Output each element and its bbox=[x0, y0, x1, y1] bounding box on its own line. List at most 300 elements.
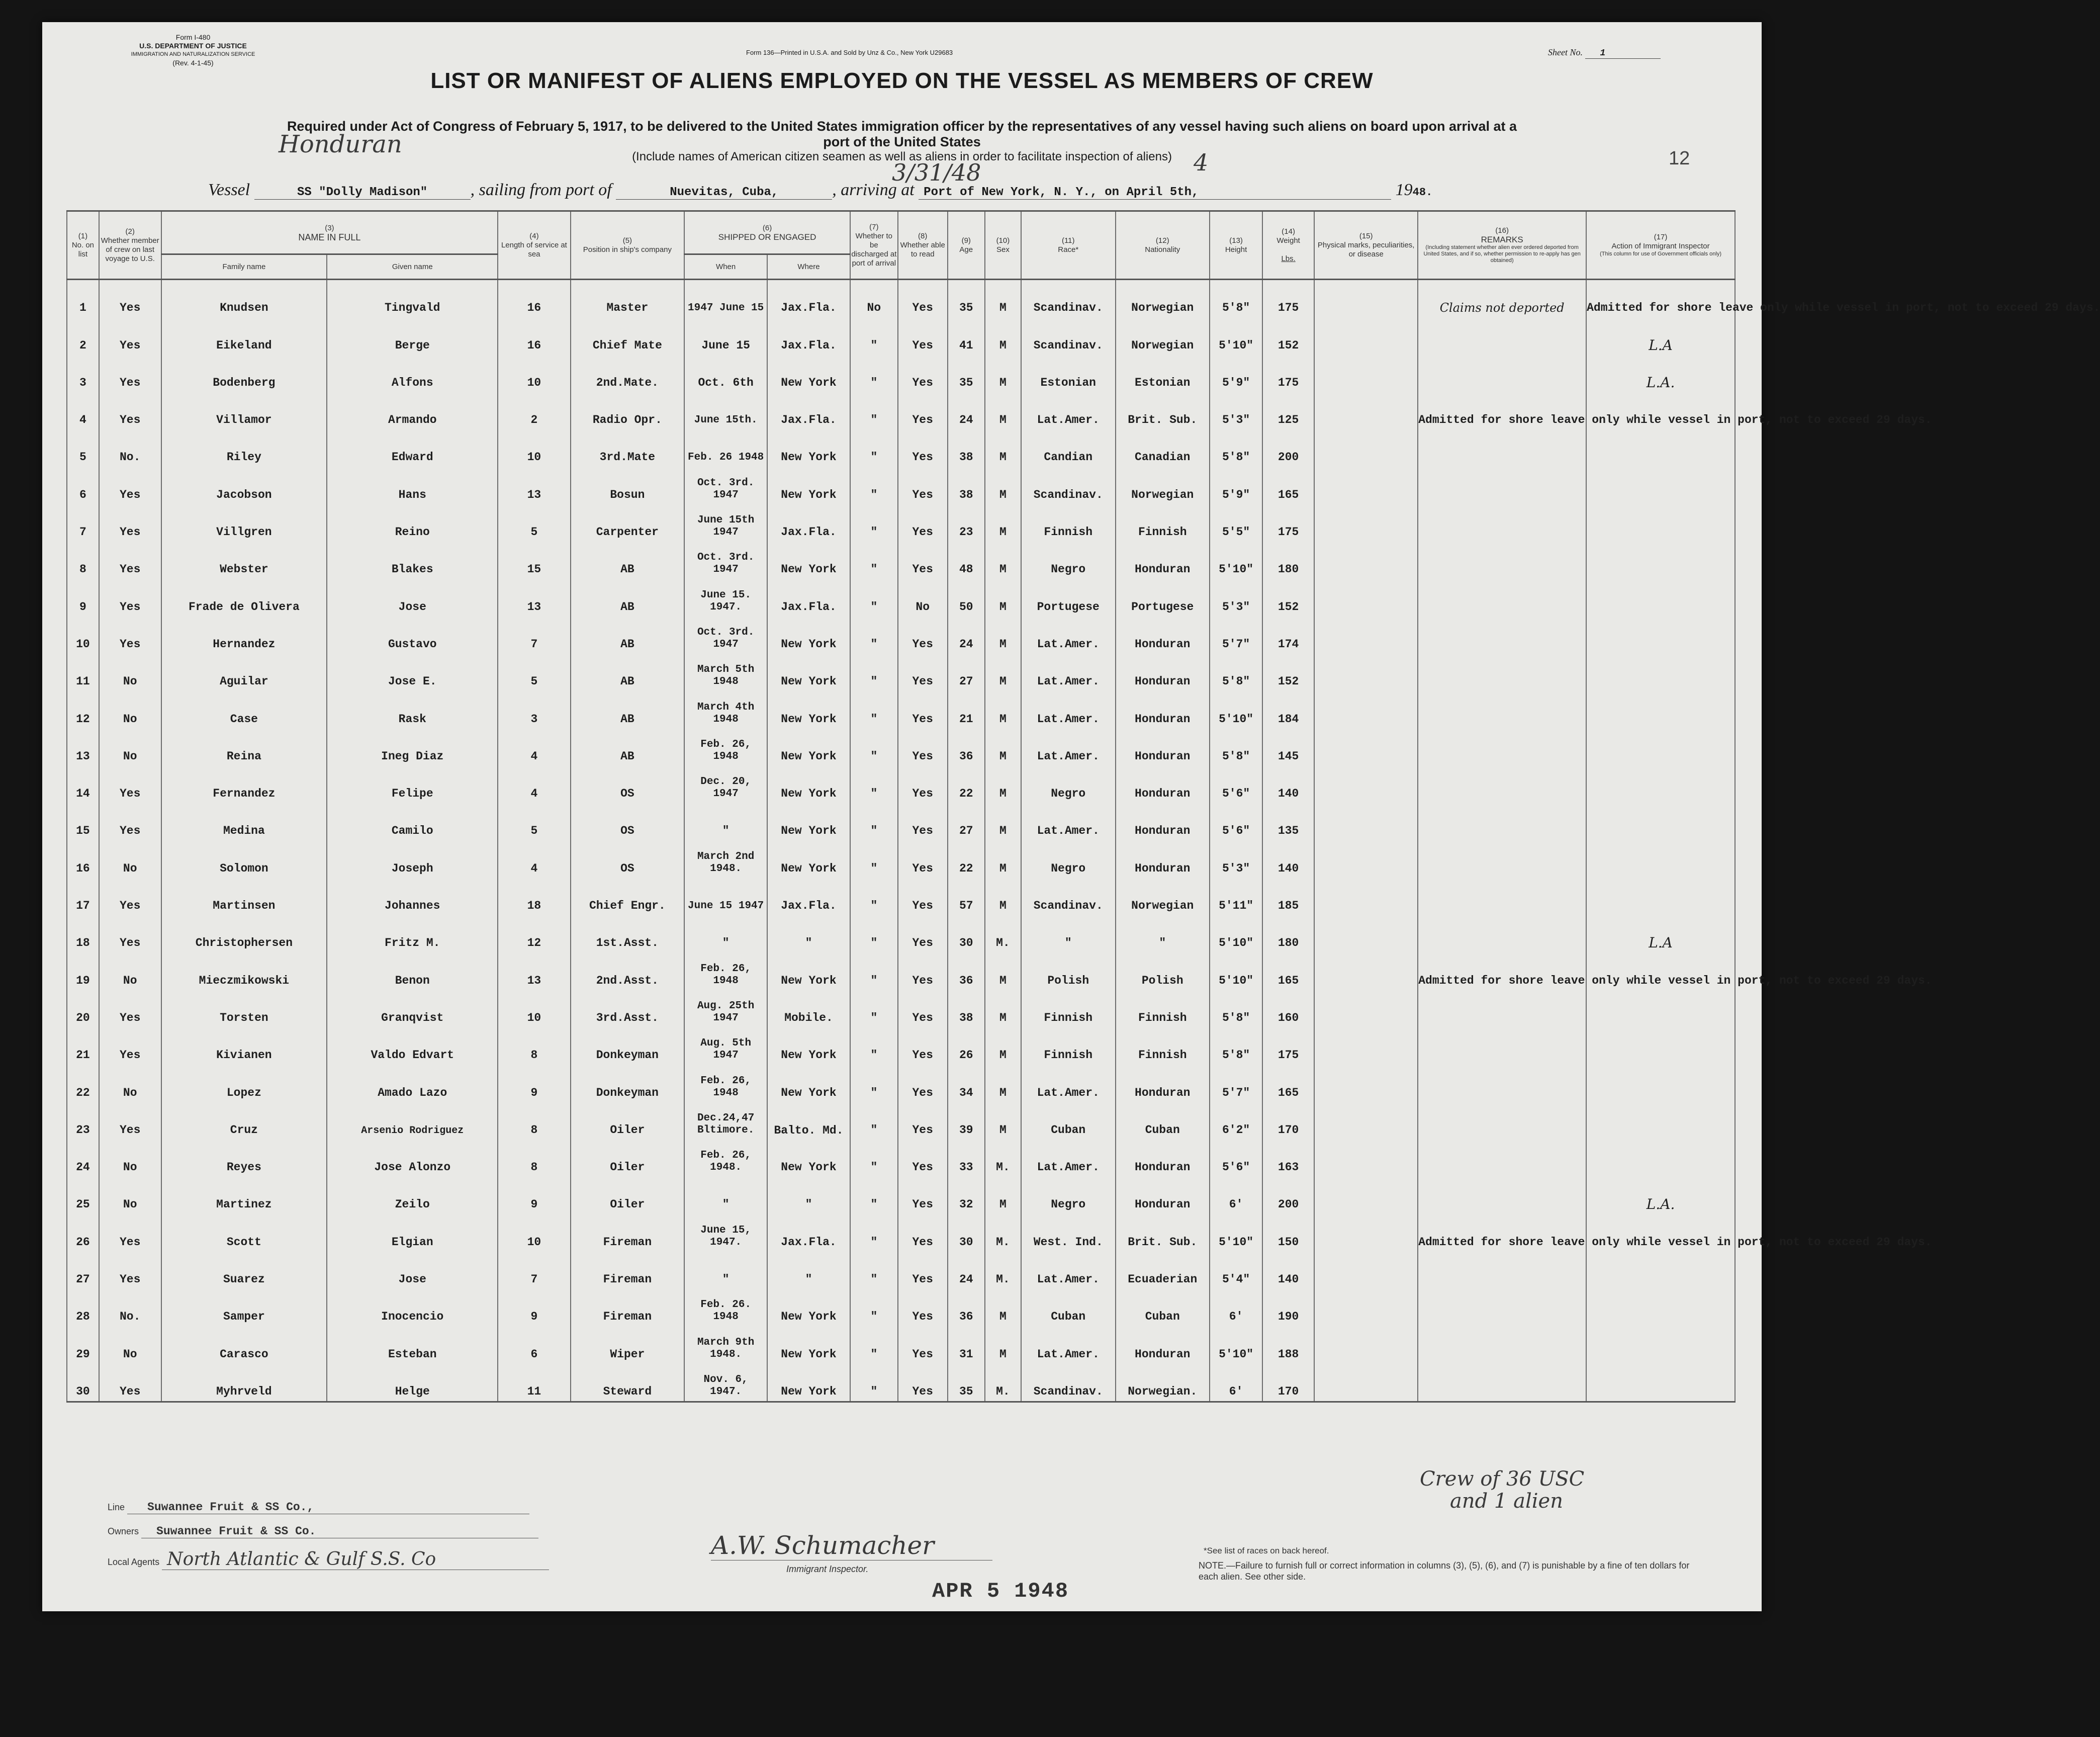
given-name-cell: Camilo bbox=[327, 803, 498, 840]
race-cell: Lat.Amer. bbox=[1021, 803, 1116, 840]
shipped-when-cell: Oct. 6th bbox=[684, 355, 767, 392]
given-name-cell: Esteban bbox=[327, 1326, 498, 1363]
service-years-cell: 6 bbox=[498, 1326, 570, 1363]
able-to-read-cell: Yes bbox=[898, 467, 948, 504]
able-to-read-cell: Yes bbox=[898, 691, 948, 728]
shipped-where-cell: Jax.Fla. bbox=[767, 392, 850, 429]
discharged-cell: " bbox=[850, 1177, 898, 1214]
given-name-cell: Elgian bbox=[327, 1214, 498, 1251]
service-years-cell: 7 bbox=[498, 617, 570, 654]
inspector-action-cell bbox=[1586, 542, 1735, 579]
physical-marks-cell bbox=[1314, 355, 1418, 392]
weight-cell: 165 bbox=[1262, 952, 1314, 990]
position-cell: Fireman bbox=[571, 1252, 685, 1289]
shipped-where-cell: New York bbox=[767, 1140, 850, 1177]
discharged-cell: " bbox=[850, 1289, 898, 1326]
given-name-cell: Inocencio bbox=[327, 1289, 498, 1326]
weight-cell: 160 bbox=[1262, 990, 1314, 1027]
shipped-when-cell: 1947 June 15 bbox=[684, 280, 767, 318]
position-cell: Carpenter bbox=[571, 504, 685, 542]
age-cell: 34 bbox=[948, 1065, 985, 1102]
shipped-when-cell: Oct. 3rd. 1947 bbox=[684, 542, 767, 579]
row-number: 16 bbox=[67, 840, 99, 878]
races-note: *See list of races on back hereof. bbox=[1204, 1546, 1329, 1555]
shipped-where-cell: New York bbox=[767, 1364, 850, 1402]
row-number: 3 bbox=[67, 355, 99, 392]
table-row bbox=[67, 1102, 1735, 1140]
nationality-cell: Brit. Sub. bbox=[1116, 1214, 1210, 1251]
weight-cell: 180 bbox=[1262, 915, 1314, 952]
able-to-read-cell: Yes bbox=[898, 1214, 948, 1251]
shipped-when-cell: Nov. 6, 1947. bbox=[684, 1364, 767, 1402]
sheet-number bbox=[1548, 47, 1661, 59]
able-to-read-cell: Yes bbox=[898, 542, 948, 579]
height-cell: 5'8" bbox=[1210, 729, 1262, 766]
last-voyage-cell: Yes bbox=[99, 317, 161, 355]
table-row bbox=[67, 952, 1735, 990]
sex-cell: M bbox=[985, 1102, 1021, 1140]
shipped-where-cell: New York bbox=[767, 1065, 850, 1102]
position-cell: AB bbox=[571, 579, 685, 616]
service-years-cell: 13 bbox=[498, 467, 570, 504]
row-number: 21 bbox=[67, 1027, 99, 1065]
discharged-cell: " bbox=[850, 878, 898, 915]
sex-cell: M bbox=[985, 542, 1021, 579]
sex-cell: M bbox=[985, 766, 1021, 803]
remarks-cell bbox=[1418, 729, 1586, 766]
discharged-cell: " bbox=[850, 355, 898, 392]
discharged-cell: " bbox=[850, 990, 898, 1027]
remarks-cell bbox=[1418, 766, 1586, 803]
col-height-header: (13) Height bbox=[1210, 211, 1262, 280]
height-cell: 5'9" bbox=[1210, 355, 1262, 392]
sheet-label: Sheet No. bbox=[1548, 47, 1583, 57]
row-number: 27 bbox=[67, 1252, 99, 1289]
table-row bbox=[67, 1177, 1735, 1214]
family-name-cell: Villgren bbox=[161, 504, 327, 542]
row-number: 12 bbox=[67, 691, 99, 728]
nationality-cell: " bbox=[1116, 915, 1210, 952]
family-name-cell: Martinsen bbox=[161, 878, 327, 915]
last-voyage-cell: Yes bbox=[99, 878, 161, 915]
weight-cell: 175 bbox=[1262, 355, 1314, 392]
able-to-read-cell: Yes bbox=[898, 1027, 948, 1065]
vessel-value: SS "Dolly Madison" bbox=[254, 186, 471, 200]
inspector-action-cell bbox=[1586, 1326, 1735, 1363]
table-row bbox=[67, 729, 1735, 766]
race-cell: Portugese bbox=[1021, 579, 1116, 616]
vessel-label: Vessel bbox=[208, 181, 250, 199]
height-cell: 5'10" bbox=[1210, 915, 1262, 952]
service-years-cell: 16 bbox=[498, 317, 570, 355]
last-voyage-cell: Yes bbox=[99, 1027, 161, 1065]
race-cell: " bbox=[1021, 915, 1116, 952]
nationality-cell: Honduran bbox=[1116, 803, 1210, 840]
sex-cell: M. bbox=[985, 1214, 1021, 1251]
given-name-cell: Joseph bbox=[327, 840, 498, 878]
race-cell: Scandinav. bbox=[1021, 467, 1116, 504]
col-given-name-header: Given name bbox=[327, 254, 498, 280]
sex-cell: M bbox=[985, 990, 1021, 1027]
height-cell: 6' bbox=[1210, 1177, 1262, 1214]
race-cell: Candian bbox=[1021, 429, 1116, 467]
able-to-read-cell: Yes bbox=[898, 1252, 948, 1289]
table-row bbox=[67, 1252, 1735, 1289]
shipped-when-cell: Dec. 20, 1947 bbox=[684, 766, 767, 803]
shipped-where-cell: New York bbox=[767, 1027, 850, 1065]
inspector-action-cell bbox=[1586, 1364, 1735, 1402]
discharged-cell: " bbox=[850, 952, 898, 990]
height-cell: 5'6" bbox=[1210, 1140, 1262, 1177]
col-nationality-header: (12) Nationality bbox=[1116, 211, 1210, 280]
crew-note-line2: and 1 alien bbox=[1450, 1490, 1563, 1513]
weight-cell: 140 bbox=[1262, 766, 1314, 803]
nationality-cell: Norwegian bbox=[1116, 280, 1210, 318]
last-voyage-cell: No bbox=[99, 1065, 161, 1102]
sex-cell: M bbox=[985, 1027, 1021, 1065]
last-voyage-cell: Yes bbox=[99, 542, 161, 579]
height-cell: 5'6" bbox=[1210, 766, 1262, 803]
shipped-where-cell: " bbox=[767, 915, 850, 952]
height-cell: 5'11" bbox=[1210, 878, 1262, 915]
height-cell: 5'3" bbox=[1210, 579, 1262, 616]
row-number: 6 bbox=[67, 467, 99, 504]
table-row bbox=[67, 691, 1735, 728]
service-years-cell: 13 bbox=[498, 579, 570, 616]
service-years-cell: 7 bbox=[498, 1252, 570, 1289]
family-name-cell: Cruz bbox=[161, 1102, 327, 1140]
height-cell: 5'8" bbox=[1210, 1027, 1262, 1065]
shipped-where-cell: Jax.Fla. bbox=[767, 1214, 850, 1251]
family-name-cell: Reina bbox=[161, 729, 327, 766]
discharged-cell: " bbox=[850, 1214, 898, 1251]
height-cell: 5'8" bbox=[1210, 990, 1262, 1027]
inspector-action-cell bbox=[1586, 654, 1735, 691]
family-name-cell: Riley bbox=[161, 429, 327, 467]
remarks-cell bbox=[1418, 467, 1586, 504]
row-number: 23 bbox=[67, 1102, 99, 1140]
col-sex-header: (10) Sex bbox=[985, 211, 1021, 280]
col-name-header: (3) NAME IN FULL bbox=[161, 211, 498, 254]
race-cell: Negro bbox=[1021, 542, 1116, 579]
height-cell: 5'9" bbox=[1210, 467, 1262, 504]
line-value: Suwannee Fruit & SS Co., bbox=[127, 1501, 529, 1514]
given-name-cell: Helge bbox=[327, 1364, 498, 1402]
shipped-where-cell: New York bbox=[767, 467, 850, 504]
service-years-cell: 9 bbox=[498, 1065, 570, 1102]
able-to-read-cell: Yes bbox=[898, 990, 948, 1027]
family-name-cell: Christophersen bbox=[161, 915, 327, 952]
last-voyage-cell: No bbox=[99, 654, 161, 691]
height-cell: 5'10" bbox=[1210, 691, 1262, 728]
table-row bbox=[67, 990, 1735, 1027]
table-row bbox=[67, 467, 1735, 504]
family-name-cell: Scott bbox=[161, 1214, 327, 1251]
remarks-cell: Admitted for shore leave only while vessel in port, not to exceed 29 days. bbox=[1418, 1214, 1586, 1251]
weight-cell: 163 bbox=[1262, 1140, 1314, 1177]
position-cell: 3rd.Mate bbox=[571, 429, 685, 467]
discharged-cell: " bbox=[850, 579, 898, 616]
discharged-cell: " bbox=[850, 691, 898, 728]
position-cell: Steward bbox=[571, 1364, 685, 1402]
age-cell: 24 bbox=[948, 1252, 985, 1289]
inspector-action-cell bbox=[1586, 617, 1735, 654]
position-cell: 2nd.Asst. bbox=[571, 952, 685, 990]
shipped-when-cell: Aug. 25th 1947 bbox=[684, 990, 767, 1027]
shipped-when-cell: Feb. 26, 1948 bbox=[684, 1065, 767, 1102]
service-years-cell: 16 bbox=[498, 280, 570, 318]
nationality-cell: Norwegian bbox=[1116, 878, 1210, 915]
physical-marks-cell bbox=[1314, 803, 1418, 840]
position-cell: Master bbox=[571, 280, 685, 318]
position-cell: 2nd.Mate. bbox=[571, 355, 685, 392]
agents-label: Local Agents bbox=[108, 1557, 160, 1567]
sex-cell: M bbox=[985, 1065, 1021, 1102]
nationality-cell: Norwegian. bbox=[1116, 1364, 1210, 1402]
physical-marks-cell bbox=[1314, 1177, 1418, 1214]
table-row bbox=[67, 1326, 1735, 1363]
inspector-action-cell bbox=[1586, 1140, 1735, 1177]
shipped-where-cell: New York bbox=[767, 429, 850, 467]
remarks-cell bbox=[1418, 317, 1586, 355]
inspector-action-cell bbox=[1586, 766, 1735, 803]
row-number: 14 bbox=[67, 766, 99, 803]
able-to-read-cell: Yes bbox=[898, 915, 948, 952]
shipped-where-cell: New York bbox=[767, 803, 850, 840]
nationality-cell: Honduran bbox=[1116, 1177, 1210, 1214]
year-value: 48. bbox=[1412, 186, 1433, 199]
position-cell: Donkeyman bbox=[571, 1065, 685, 1102]
position-cell: OS bbox=[571, 766, 685, 803]
table-row bbox=[67, 1289, 1735, 1326]
sex-cell: M bbox=[985, 654, 1021, 691]
sex-cell: M bbox=[985, 840, 1021, 878]
height-cell: 5'8" bbox=[1210, 280, 1262, 318]
physical-marks-cell bbox=[1314, 392, 1418, 429]
physical-marks-cell bbox=[1314, 1252, 1418, 1289]
sex-cell: M bbox=[985, 504, 1021, 542]
revision: (Rev. 4-1-45) bbox=[172, 59, 214, 67]
row-number: 15 bbox=[67, 803, 99, 840]
able-to-read-cell: Yes bbox=[898, 1140, 948, 1177]
age-cell: 22 bbox=[948, 840, 985, 878]
weight-cell: 135 bbox=[1262, 803, 1314, 840]
remarks-cell bbox=[1418, 1326, 1586, 1363]
inspector-label: Immigrant Inspector. bbox=[786, 1564, 869, 1574]
weight-cell: 184 bbox=[1262, 691, 1314, 728]
able-to-read-cell: Yes bbox=[898, 392, 948, 429]
height-cell: 5'10" bbox=[1210, 1214, 1262, 1251]
table-row bbox=[67, 1140, 1735, 1177]
position-cell: Chief Engr. bbox=[571, 878, 685, 915]
shipped-where-cell: New York bbox=[767, 542, 850, 579]
family-name-cell: Jacobson bbox=[161, 467, 327, 504]
weight-cell: 152 bbox=[1262, 579, 1314, 616]
remarks-cell: Admitted for shore leave only while vessel in port, not to exceed 29 days. bbox=[1418, 952, 1586, 990]
inspector-action-cell: L.A bbox=[1586, 317, 1735, 355]
weight-cell: 125 bbox=[1262, 392, 1314, 429]
sailing-label: , sailing from port of bbox=[470, 181, 612, 199]
able-to-read-cell: Yes bbox=[898, 729, 948, 766]
sex-cell: M. bbox=[985, 915, 1021, 952]
weight-cell: 170 bbox=[1262, 1102, 1314, 1140]
last-voyage-cell: No bbox=[99, 1140, 161, 1177]
given-name-cell: Rask bbox=[327, 691, 498, 728]
remarks-cell bbox=[1418, 990, 1586, 1027]
row-number: 8 bbox=[67, 542, 99, 579]
able-to-read-cell: Yes bbox=[898, 840, 948, 878]
table-row bbox=[67, 504, 1735, 542]
col-last-voyage-header: (2) Whether member of crew on last voyage to U.S. bbox=[99, 211, 161, 280]
physical-marks-cell bbox=[1314, 1289, 1418, 1326]
discharged-cell: " bbox=[850, 654, 898, 691]
age-cell: 38 bbox=[948, 990, 985, 1027]
race-cell: Scandinav. bbox=[1021, 317, 1116, 355]
position-cell: AB bbox=[571, 617, 685, 654]
able-to-read-cell: Yes bbox=[898, 1289, 948, 1326]
weight-cell: 150 bbox=[1262, 1214, 1314, 1251]
nationality-cell: Cuban bbox=[1116, 1102, 1210, 1140]
position-cell: Fireman bbox=[571, 1289, 685, 1326]
last-voyage-cell: No bbox=[99, 1177, 161, 1214]
weight-cell: 175 bbox=[1262, 280, 1314, 318]
col-when-header: When bbox=[684, 254, 767, 280]
given-name-cell: Edward bbox=[327, 429, 498, 467]
table-row bbox=[67, 840, 1735, 878]
discharged-cell: No bbox=[850, 280, 898, 318]
inspector-action-cell bbox=[1586, 1065, 1735, 1102]
table-row bbox=[67, 317, 1735, 355]
form-number: Form I-480 bbox=[175, 33, 211, 41]
shipped-where-cell: New York bbox=[767, 617, 850, 654]
discharged-cell: " bbox=[850, 317, 898, 355]
family-name-cell: Kivianen bbox=[161, 1027, 327, 1065]
remarks-cell bbox=[1418, 1177, 1586, 1214]
subtitle-line3: (Include names of American citizen seamen as well as aliens in order to facilitate inspection of aliens) bbox=[632, 150, 1172, 163]
service-years-cell: 10 bbox=[498, 355, 570, 392]
hand-flag: Honduran bbox=[279, 130, 402, 158]
position-cell: Wiper bbox=[571, 1326, 685, 1363]
race-cell: Lat.Amer. bbox=[1021, 1326, 1116, 1363]
shipped-when-cell: " bbox=[684, 803, 767, 840]
inspector-action-cell bbox=[1586, 729, 1735, 766]
last-voyage-cell: Yes bbox=[99, 504, 161, 542]
able-to-read-cell: Yes bbox=[898, 1177, 948, 1214]
sex-cell: M bbox=[985, 392, 1021, 429]
age-cell: 36 bbox=[948, 729, 985, 766]
shipped-when-cell: Aug. 5th 1947 bbox=[684, 1027, 767, 1065]
discharged-cell: " bbox=[850, 429, 898, 467]
given-name-cell: Tingvald bbox=[327, 280, 498, 318]
discharged-cell: " bbox=[850, 1102, 898, 1140]
discharged-cell: " bbox=[850, 1252, 898, 1289]
inspector-action-cell: L.A. bbox=[1586, 355, 1735, 392]
discharged-cell: " bbox=[850, 1326, 898, 1363]
physical-marks-cell bbox=[1314, 691, 1418, 728]
family-name-cell: Lopez bbox=[161, 1065, 327, 1102]
shipped-where-cell: Jax.Fla. bbox=[767, 504, 850, 542]
page-number: 12 bbox=[1669, 148, 1690, 169]
able-to-read-cell: Yes bbox=[898, 1364, 948, 1402]
crew-rows bbox=[67, 280, 2100, 1402]
owners-value: Suwannee Fruit & SS Co. bbox=[141, 1525, 538, 1538]
discharged-cell: " bbox=[850, 392, 898, 429]
shipped-when-cell: Dec.24,47 Bltimore. bbox=[684, 1102, 767, 1140]
family-name-cell: Samper bbox=[161, 1289, 327, 1326]
given-name-cell: Hans bbox=[327, 467, 498, 504]
inspector-action-cell bbox=[1586, 1102, 1735, 1140]
remarks-cell bbox=[1418, 840, 1586, 878]
remarks-cell bbox=[1418, 691, 1586, 728]
discharged-cell: " bbox=[850, 1027, 898, 1065]
height-cell: 5'10" bbox=[1210, 1326, 1262, 1363]
race-cell: Finnish bbox=[1021, 504, 1116, 542]
race-cell: Lat.Amer. bbox=[1021, 1065, 1116, 1102]
race-cell: Cuban bbox=[1021, 1289, 1116, 1326]
last-voyage-cell: Yes bbox=[99, 1214, 161, 1251]
service-years-cell: 18 bbox=[498, 878, 570, 915]
sex-cell: M bbox=[985, 467, 1021, 504]
family-name-cell: Mieczmikowski bbox=[161, 952, 327, 990]
shipped-when-cell: Oct. 3rd. 1947 bbox=[684, 617, 767, 654]
year-label: 19 bbox=[1395, 181, 1413, 199]
sex-cell: M bbox=[985, 1289, 1021, 1326]
inspector-action-cell bbox=[1586, 691, 1735, 728]
remarks-cell bbox=[1418, 803, 1586, 840]
col-physical-header: (15) Physical marks, peculiarities, or disease bbox=[1314, 211, 1418, 280]
form-info bbox=[118, 33, 268, 67]
race-cell: Finnish bbox=[1021, 1027, 1116, 1065]
service-years-cell: 4 bbox=[498, 729, 570, 766]
shipped-when-cell: March 4th 1948 bbox=[684, 691, 767, 728]
weight-cell: 188 bbox=[1262, 1326, 1314, 1363]
family-name-cell: Case bbox=[161, 691, 327, 728]
row-number: 22 bbox=[67, 1065, 99, 1102]
last-voyage-cell: No. bbox=[99, 429, 161, 467]
last-voyage-cell: Yes bbox=[99, 915, 161, 952]
last-voyage-cell: No bbox=[99, 691, 161, 728]
shipped-when-cell: Feb. 26, 1948 bbox=[684, 952, 767, 990]
given-name-cell: Blakes bbox=[327, 542, 498, 579]
row-number: 5 bbox=[67, 429, 99, 467]
position-cell: Oiler bbox=[571, 1102, 685, 1140]
table-row bbox=[67, 392, 1735, 429]
shipped-when-cell: Feb. 26, 1948. bbox=[684, 1140, 767, 1177]
able-to-read-cell: Yes bbox=[898, 355, 948, 392]
physical-marks-cell bbox=[1314, 1214, 1418, 1251]
physical-marks-cell bbox=[1314, 878, 1418, 915]
position-cell: Bosun bbox=[571, 467, 685, 504]
weight-cell: 180 bbox=[1262, 542, 1314, 579]
family-name-cell: Fernandez bbox=[161, 766, 327, 803]
shipped-when-cell: March 5th 1948 bbox=[684, 654, 767, 691]
race-cell: Polish bbox=[1021, 952, 1116, 990]
age-cell: 39 bbox=[948, 1102, 985, 1140]
service: IMMIGRATION AND NATURALIZATION SERVICE bbox=[131, 51, 255, 57]
last-voyage-cell: No bbox=[99, 729, 161, 766]
col-no-header: (1) No. on list bbox=[67, 211, 99, 280]
race-cell: Lat.Amer. bbox=[1021, 392, 1116, 429]
able-to-read-cell: Yes bbox=[898, 504, 948, 542]
able-to-read-cell: Yes bbox=[898, 317, 948, 355]
nationality-cell: Honduran bbox=[1116, 1065, 1210, 1102]
remarks-cell bbox=[1418, 355, 1586, 392]
shipped-when-cell: Feb. 26, 1948 bbox=[684, 729, 767, 766]
table-row bbox=[67, 915, 1735, 952]
given-name-cell: Johannes bbox=[327, 878, 498, 915]
race-cell: Scandinav. bbox=[1021, 280, 1116, 318]
weight-cell: 140 bbox=[1262, 1252, 1314, 1289]
